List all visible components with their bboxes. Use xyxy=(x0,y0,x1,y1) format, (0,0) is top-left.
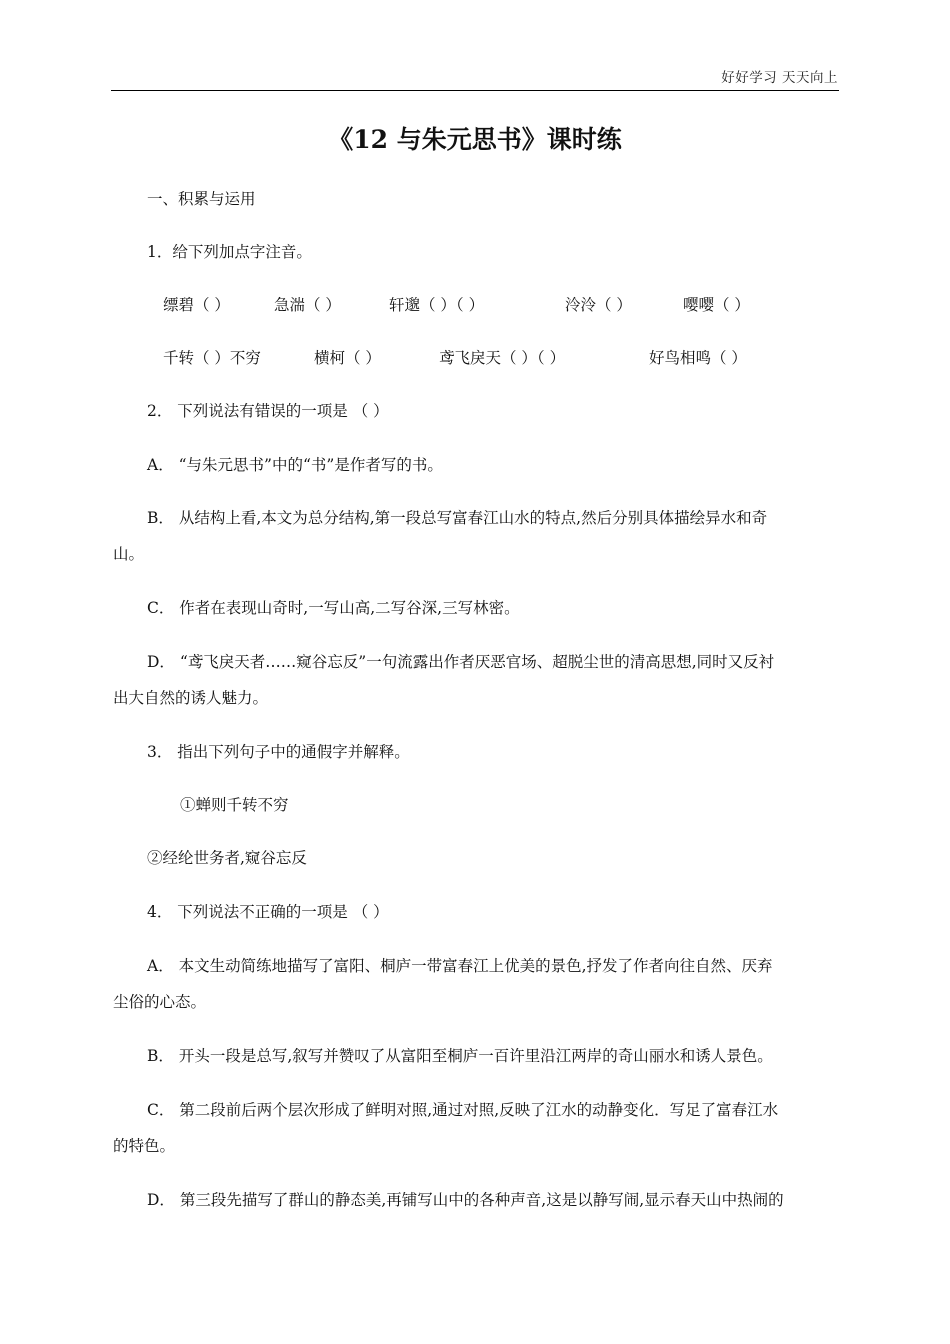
header-rule xyxy=(111,90,839,91)
q1-item: 千转（ ）不穷 xyxy=(163,349,261,367)
q1-item: 鸢飞戾天（ ）（ ） xyxy=(439,349,566,367)
q4-option-d: D． 第三段先描写了群山的静态美,再铺写山中的各种声音,这是以静写闹,显示春天山中热闹的 xyxy=(147,1191,784,1209)
q1-item: 缥碧（ ） xyxy=(163,296,230,314)
q2-option-c: C． 作者在表现山奇时,一写山高,二写谷深,三写林密。 xyxy=(147,599,520,617)
q1-item: 嘤嘤（ ） xyxy=(683,296,750,314)
question-1-prompt: 1．给下列加点字注音。 xyxy=(147,243,312,261)
q2-option-d-cont: 出大自然的诱人魅力。 xyxy=(113,689,269,707)
question-4-prompt: 4． 下列说法不正确的一项是 （ ） xyxy=(147,903,389,921)
q4-option-b: B． 开头一段是总写,叙写并赞叹了从富阳至桐庐一百许里沿江两岸的奇山丽水和诱人景色。 xyxy=(147,1047,773,1065)
q1-item: 轩邈（ ）（ ） xyxy=(389,296,485,314)
q1-item: 好鸟相鸣（ ） xyxy=(649,349,747,367)
header-text: 好好学习 天天向上 xyxy=(721,70,838,86)
q1-item: 泠泠（ ） xyxy=(565,296,632,314)
q2-option-b-cont: 山。 xyxy=(113,545,145,563)
q2-option-b: B． 从结构上看,本文为总分结构,第一段总写富春江山水的特点,然后分别具体描绘异水和奇 xyxy=(147,509,768,527)
q1-item: 急湍（ ） xyxy=(274,296,341,314)
q2-option-a: A． “与朱元思书”中的“书”是作者写的书。 xyxy=(147,456,443,474)
q3-item-1: ①蝉则千转不穷 xyxy=(180,796,289,814)
q4-option-a-cont: 尘俗的心态。 xyxy=(113,993,207,1011)
q1-item: 横柯（ ） xyxy=(314,349,381,367)
q4-option-a: A． 本文生动简练地描写了富阳、桐庐一带富春江上优美的景色,抒发了作者向往自然、厌弃 xyxy=(147,957,773,975)
q4-option-c: C． 第二段前后两个层次形成了鲜明对照,通过对照,反映了江水的动静变化．写足了富春江水 xyxy=(147,1101,779,1119)
q4-option-c-cont: 的特色。 xyxy=(113,1137,176,1155)
document-title: 《12 与朱元思书》课时练 xyxy=(328,125,622,154)
q3-item-2: ②经纶世务者,窥谷忘反 xyxy=(147,849,307,867)
question-2-prompt: 2． 下列说法有错误的一项是 （ ） xyxy=(147,402,389,420)
question-3-prompt: 3． 指出下列句子中的通假字并解释。 xyxy=(147,743,410,761)
section-heading: 一、积累与运用 xyxy=(147,190,256,208)
q2-option-d: D． “鸢飞戾天者……窥谷忘反”一句流露出作者厌恶官场、超脱尘世的清高思想,同时又反衬 xyxy=(147,653,775,671)
